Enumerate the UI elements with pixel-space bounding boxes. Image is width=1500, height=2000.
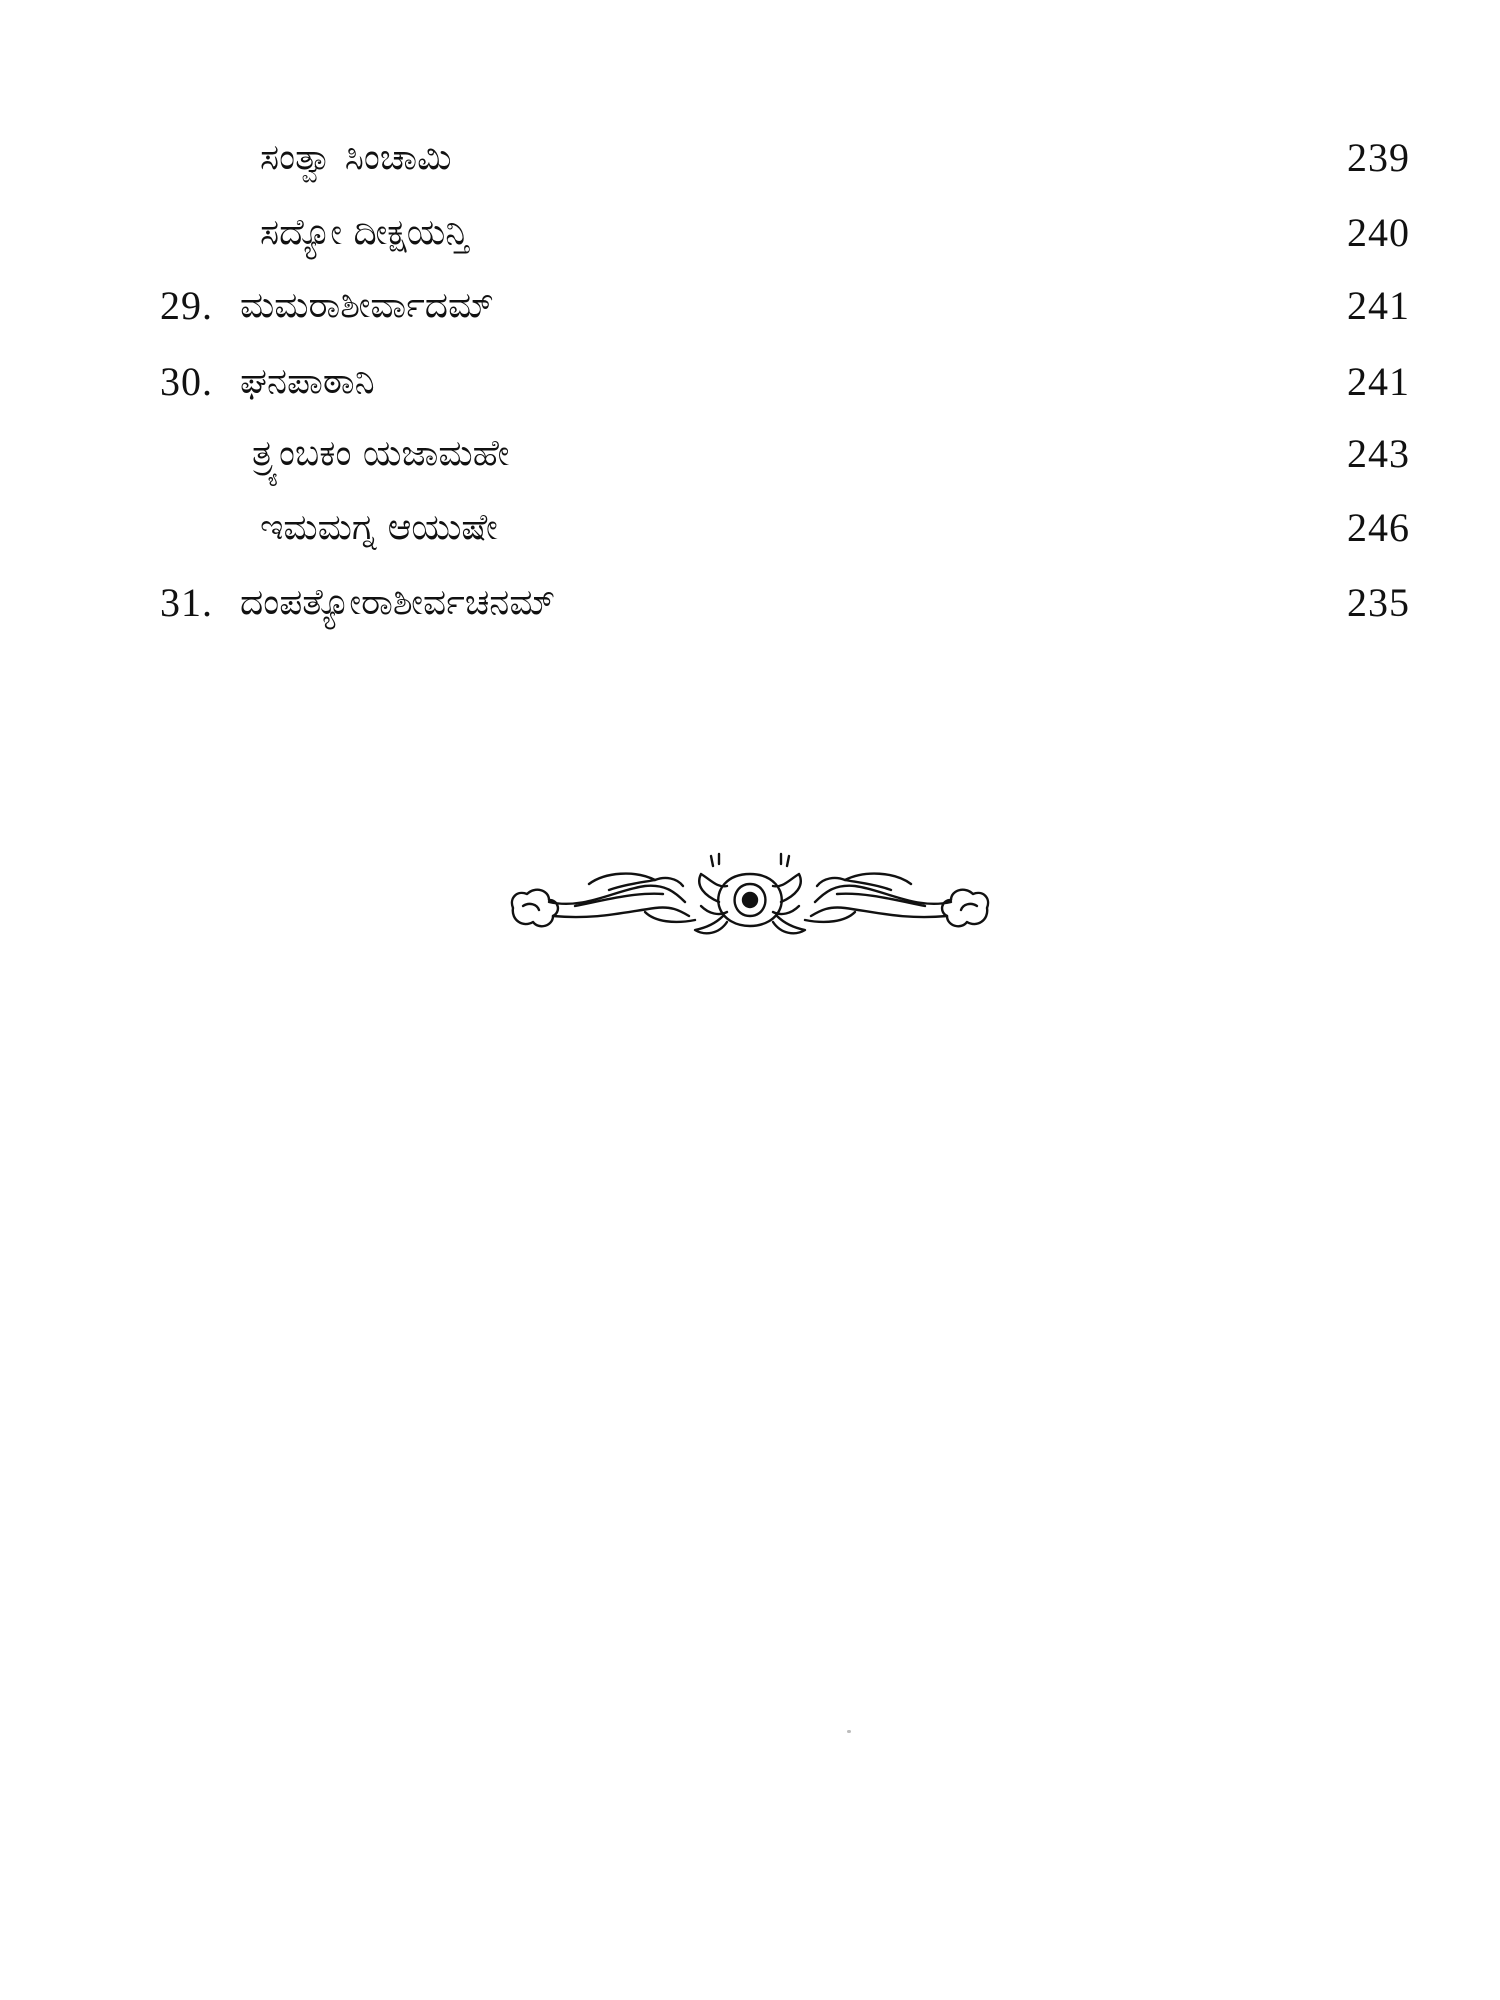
- toc-entry-title: ಸದ್ಯೋ ದೀಕ್ಷಯನ್ತಿ: [260, 212, 469, 253]
- toc-entry-title: ತ್ರ್ಯಂಬಕಂ ಯಜಾಮಹೇ: [252, 433, 510, 474]
- page-speck: [847, 1730, 851, 1733]
- toc-entry-page: 241: [1347, 359, 1410, 404]
- toc-entry-title: ದಂಪತ್ಯೋರಾಶೀರ್ವಚನಮ್: [240, 582, 556, 623]
- toc-entry: [0, 573, 1500, 633]
- toc-entry-title: ಮಮರಾಶೀರ್ವಾದಮ್: [240, 285, 494, 326]
- table-of-contents: [0, 0, 1500, 700]
- toc-entry-title: ಸಂತ್ವಾ ಸಿಂಚಾಮಿ: [260, 137, 452, 178]
- toc-entry-title: ಘನಪಾಠಾನಿ: [240, 361, 375, 402]
- toc-entry-number: 31.: [160, 580, 213, 625]
- toc-entry-number: 29.: [160, 283, 213, 328]
- toc-entry: [0, 276, 1500, 336]
- toc-entry: [0, 424, 1500, 484]
- toc-entry-title: ಇಮಮಗ್ನ ಆಯುಷೇ: [260, 507, 498, 548]
- floral-divider-icon: [505, 850, 995, 950]
- toc-entry-page: 240: [1347, 210, 1410, 255]
- toc-entry-page: 235: [1347, 580, 1410, 625]
- toc-entry: [0, 203, 1500, 263]
- toc-entry-page: 239: [1347, 135, 1410, 180]
- toc-entry-number: 30.: [160, 359, 213, 404]
- toc-entry: [0, 128, 1500, 188]
- toc-entry: [0, 352, 1500, 412]
- toc-entry-page: 241: [1347, 283, 1410, 328]
- toc-entry: [0, 498, 1500, 558]
- toc-entry-page: 243: [1347, 431, 1410, 476]
- toc-entry-page: 246: [1347, 505, 1410, 550]
